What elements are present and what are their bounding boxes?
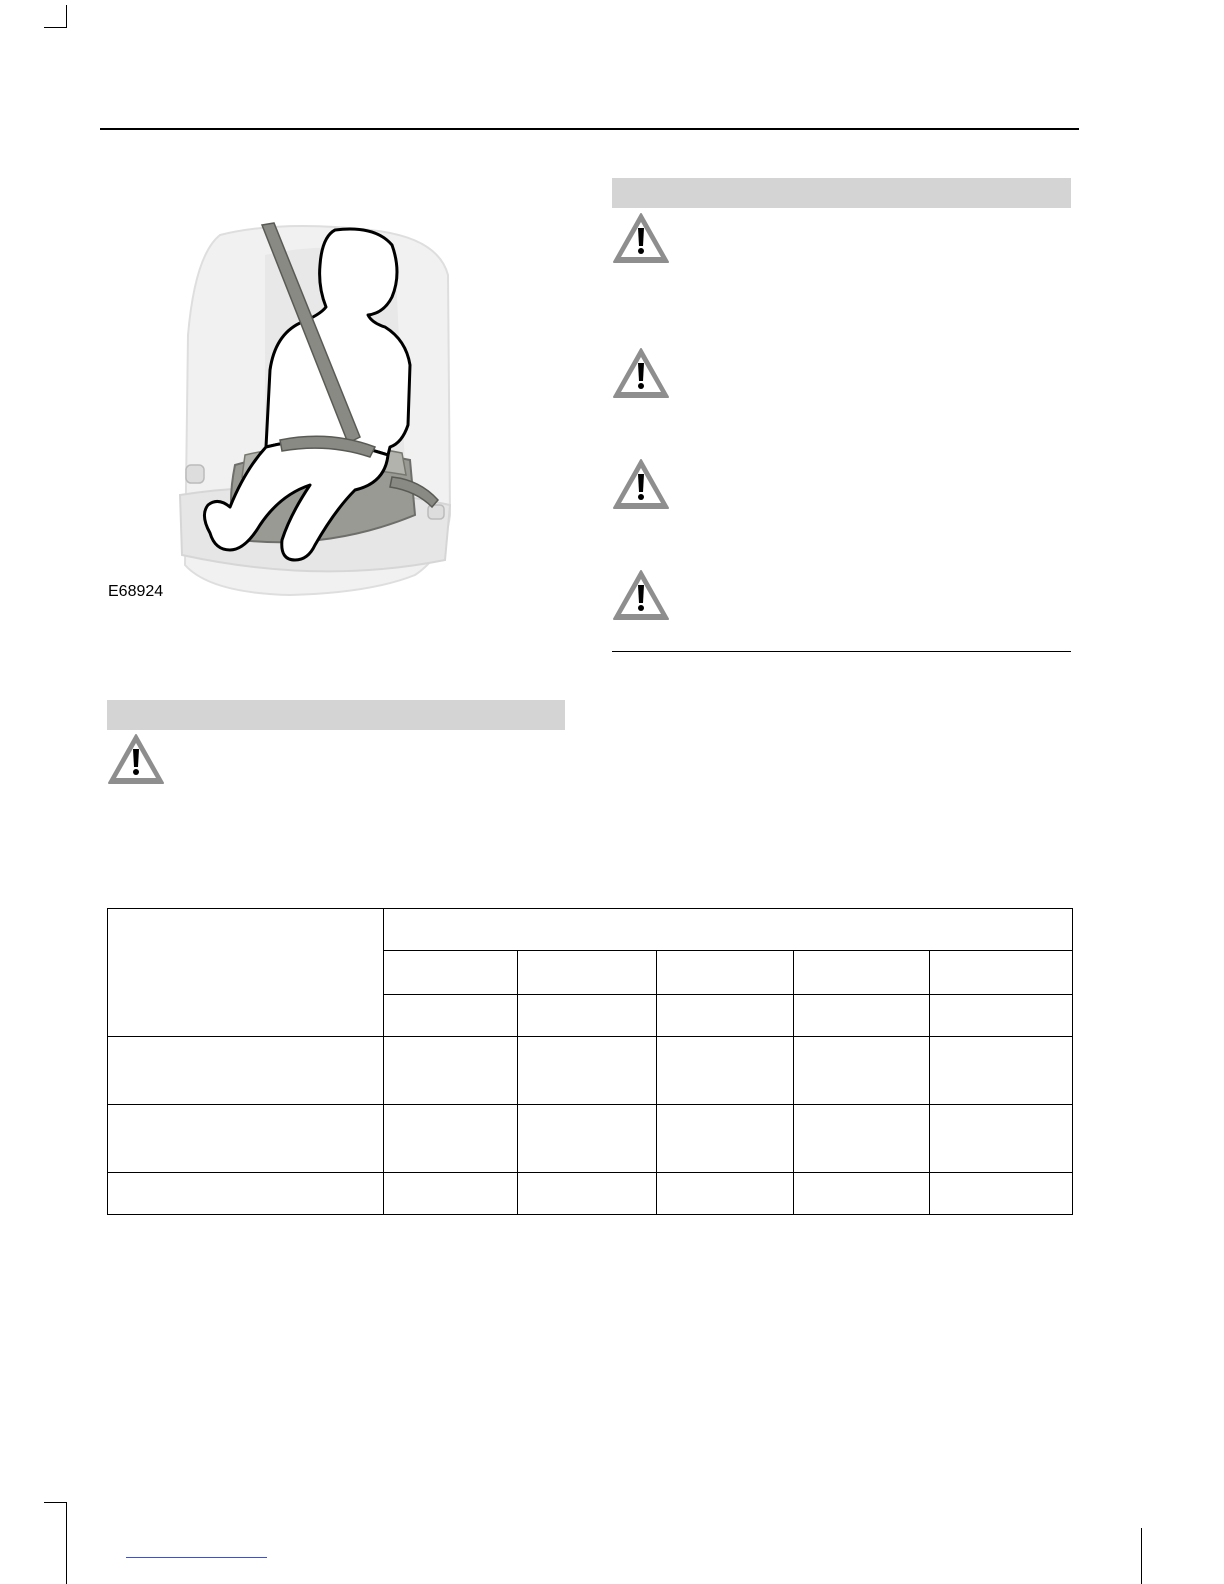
seating-position-table xyxy=(107,908,1073,1215)
table-header-cell xyxy=(794,994,930,1036)
table-header-cell xyxy=(384,909,1073,951)
table-cell xyxy=(384,1037,518,1105)
table-cell xyxy=(930,1172,1073,1214)
warning-triangle-icon xyxy=(612,212,670,264)
table-header-cell xyxy=(384,951,518,994)
table-header-cell xyxy=(518,994,657,1036)
section-heading-bar-left xyxy=(107,700,565,730)
section-end-rule xyxy=(612,651,1071,652)
table-row xyxy=(108,1172,1073,1214)
table-cell xyxy=(518,1172,657,1214)
table-cell xyxy=(108,1172,384,1214)
warning-triangle-icon xyxy=(612,458,670,510)
table-cell xyxy=(930,1037,1073,1105)
table-cell xyxy=(518,1037,657,1105)
table-cell xyxy=(794,1037,930,1105)
table-cell xyxy=(108,1104,384,1172)
table-cell xyxy=(384,1104,518,1172)
header-rule xyxy=(100,128,1079,130)
table-header-cell xyxy=(930,951,1073,994)
table-header-cell xyxy=(657,994,794,1036)
table-row xyxy=(108,1104,1073,1172)
table-header-cell xyxy=(930,994,1073,1036)
table-header-cell xyxy=(794,951,930,994)
table-corner-cell xyxy=(108,909,384,1037)
table-cell xyxy=(518,1104,657,1172)
table-header-cell xyxy=(657,951,794,994)
table-row xyxy=(108,1037,1073,1105)
table-cell xyxy=(794,1104,930,1172)
table-header-cell xyxy=(518,951,657,994)
crop-mark-bottom-left-vertical xyxy=(66,1502,67,1584)
table-cell xyxy=(657,1037,794,1105)
crop-mark-bottom-left-horizontal xyxy=(44,1502,67,1503)
warning-triangle-icon xyxy=(612,569,670,621)
figure-id: E68924 xyxy=(108,583,164,600)
section-heading-bar-right xyxy=(612,178,1071,208)
child-booster-seat-illustration xyxy=(170,215,460,600)
table-cell xyxy=(384,1172,518,1214)
footer-link[interactable] xyxy=(126,1557,267,1558)
crop-mark-top-left-horizontal xyxy=(44,27,67,28)
table-cell xyxy=(108,1037,384,1105)
table-header-cell xyxy=(384,994,518,1036)
table-cell xyxy=(657,1172,794,1214)
table-cell xyxy=(657,1104,794,1172)
table-cell xyxy=(794,1172,930,1214)
warning-triangle-icon xyxy=(612,347,670,399)
crop-mark-top-left-vertical xyxy=(66,5,67,27)
crop-mark-bottom-right-vertical xyxy=(1141,1528,1142,1584)
table-cell xyxy=(930,1104,1073,1172)
warning-triangle-icon xyxy=(107,733,165,785)
